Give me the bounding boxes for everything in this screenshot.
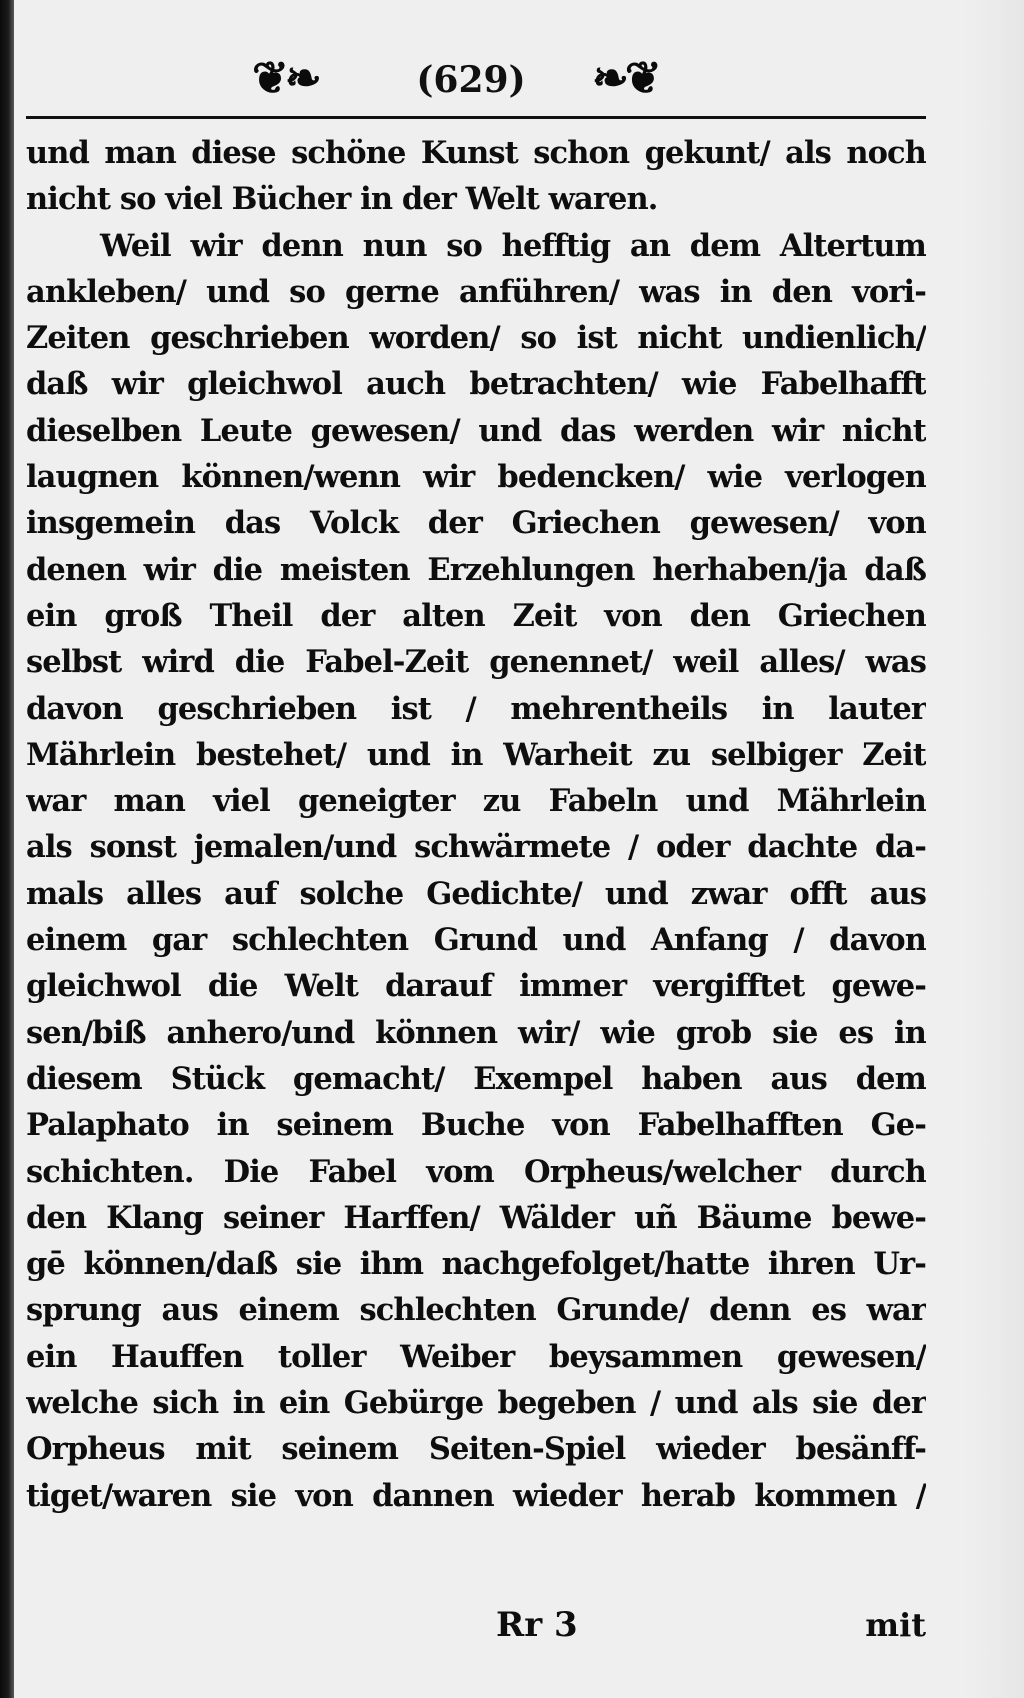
running-header	[26, 50, 926, 112]
text-line: ein Hauffen toller Weiber beysammen gewesen/	[26, 1338, 926, 1375]
left-ornament-icon: ❦❧	[252, 53, 318, 104]
text-line: mals alles auf solche Gedichte/ und zwar offt aus	[26, 875, 926, 912]
text-line: ein groß Theil der alten Zeit von den Griechen	[26, 597, 926, 634]
catchword: mit	[865, 1606, 926, 1644]
text-line: Zeiten geschrieben worden/ so ist nicht undienlich/	[26, 320, 926, 357]
text-line: war man viel geneigter zu Fabeln und Mährlein	[26, 783, 926, 820]
right-ornament-icon: ❧❦	[592, 53, 658, 104]
text-line: laugnen können/wenn wir bedencken/ wie verlogen	[26, 459, 926, 496]
text-line: gē können/daß sie ihm nachgefolget/hatte ihren Ur-	[26, 1246, 926, 1283]
text-line: Weil wir denn nun so hefftig an dem Altertum	[100, 227, 926, 264]
page-margin	[964, 0, 1024, 1698]
text-line: einem gar schlechten Grund und Anfang / davon	[26, 922, 926, 959]
text-line: Mährlein bestehet/ und in Warheit zu selbiger Zeit	[26, 736, 926, 773]
body-text	[26, 130, 926, 1519]
text-line: davon geschrieben ist / mehrentheils in lauter	[26, 690, 926, 727]
text-line: sen/biß anhero/und können wir/ wie grob sie es in	[26, 1014, 926, 1051]
book-page	[26, 50, 926, 1670]
text-line: schichten. Die Fabel vom Orpheus/welcher durch	[26, 1153, 926, 1190]
text-line: nicht so viel Bücher in der Welt waren.	[26, 181, 658, 218]
text-line: sprung aus einem schlechten Grunde/ denn es war	[26, 1292, 926, 1329]
signature-mark: Rr 3	[496, 1605, 578, 1645]
text-line: Orpheus mit seinem Seiten-Spiel wieder besänff-	[26, 1431, 926, 1468]
text-line: Palaphato in seinem Buche von Fabelhafften Ge-	[26, 1107, 926, 1144]
text-line: und man diese schöne Kunst schon gekunt/ als noch	[26, 135, 926, 171]
header-rule	[26, 116, 926, 119]
text-line: daß wir gleichwol auch betrachten/ wie Fabelhafft	[26, 366, 926, 403]
text-line: insgemein das Volck der Griechen gewesen/ von	[26, 505, 926, 542]
text-line: selbst wird die Fabel-Zeit genennet/ weil alles/ was	[26, 644, 926, 681]
text-line: welche sich in ein Gebürge begeben / und als sie der	[26, 1385, 926, 1422]
text-line: tiget/waren sie von dannen wieder herab kommen /	[26, 1477, 926, 1514]
text-line: den Klang seiner Harffen/ Wälder uñ Bäume bewe-	[26, 1199, 926, 1236]
text-line: ankleben/ und so gerne anführen/ was in den vori-	[26, 273, 926, 310]
text-line: denen wir die meisten Erzehlungen herhaben/ja daß	[26, 551, 926, 588]
scan-edge	[0, 0, 14, 1698]
text-line: diesem Stück gemacht/ Exempel haben aus dem	[26, 1060, 926, 1097]
text-line: als sonst jemalen/und schwärmete / oder dachte da-	[26, 829, 926, 866]
page-footer	[26, 1600, 926, 1650]
page-number: (629)	[416, 59, 526, 101]
text-line: gleichwol die Welt darauf immer vergifftet gewe-	[26, 968, 926, 1005]
text-line: dieselben Leute gewesen/ und das werden wir nicht	[26, 412, 926, 449]
